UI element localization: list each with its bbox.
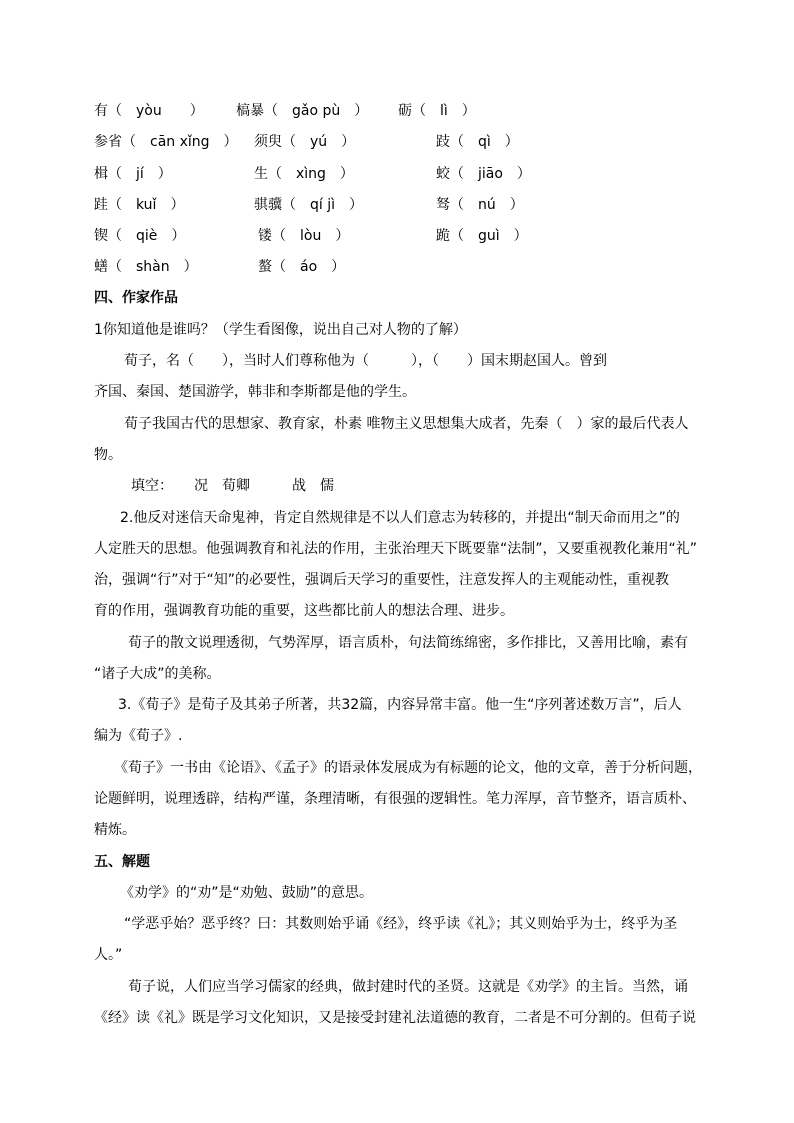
pinyin-item: 参省（ cān xǐng ）	[94, 134, 238, 150]
pinyin-item: 须臾（ yú ）	[254, 134, 356, 150]
pinyin-item: 楫（ jí ）	[94, 166, 172, 182]
paragraph-line: 《劝学》的“劝”是“劝勉、鼓励”的意思。	[120, 885, 374, 901]
paragraph-line: 荀子，名（ ），当时人们尊称他为（ ），（ ）国末期赵国人。曾到	[124, 353, 607, 369]
pinyin-item: 蛟（ jiāo ）	[436, 166, 531, 182]
paragraph-line: 3.《荀子》是荀子及其弟子所著，共32篇，内容异常丰富。他一生“序列著述数万言”，后人	[118, 697, 682, 713]
pinyin-item: 生（ xìng ）	[254, 166, 354, 182]
pinyin-item: 跬（ kuǐ ）	[94, 197, 185, 213]
pinyin-item: 锲（ qiè ）	[94, 228, 186, 244]
paragraph-line: 《经》读《礼》既是学习文化知识，又是接受封建礼法道德的教育，二者是不可分割的。但荀子说	[94, 1010, 696, 1026]
section-heading: 四、作家作品	[94, 290, 178, 306]
fill-answer: 填空： 况 荀卿 战 儒	[131, 478, 334, 494]
paragraph-line: 人。”	[94, 947, 123, 963]
pinyin-item: 槁暴（ gǎo pù ）	[236, 103, 369, 119]
pinyin-item: 砺（ lì ）	[398, 103, 476, 119]
paragraph-line: 育的作用，强调教育功能的重要，这些都比前人的想法合理、进步。	[94, 603, 514, 619]
section-heading: 五、解题	[94, 854, 150, 870]
paragraph-line: 论题鲜明，说理透辟，结构严谨，条理清晰，有很强的逻辑性。笔力浑厚，音节整齐，语言质朴、	[94, 791, 696, 807]
paragraph-line: 荀子的散文说理透彻，气势浑厚，语言质朴，句法简练绵密，多作排比，又善用比喻，素有	[128, 635, 688, 651]
paragraph-line: “学恶乎始？恶乎终？曰：其数则始乎诵《经》，终乎读《礼》；其义则始乎为士，终乎为圣	[124, 916, 678, 932]
paragraph-line: 治，强调“行”对于“知”的必要性，强调后天学习的重要性，注意发挥人的主观能动性，重视教	[94, 572, 670, 588]
pinyin-item: 螯（ áo ）	[258, 259, 346, 275]
pinyin-item: 跪（ guì ）	[436, 228, 528, 244]
paragraph-line: 荀子我国古代的思想家、教育家，朴素 唯物主义思想集大成者，先秦（ ）家的最后代表人	[124, 416, 689, 432]
paragraph-line: “诸子大成”的美称。	[94, 666, 221, 682]
question: 1你知道他是谁吗？（学生看图像，说出自己对人物的了解）	[94, 322, 467, 338]
pinyin-item: 骐骥（ qí jì ）	[254, 197, 364, 213]
pinyin-item: 跂（ qì ）	[436, 134, 519, 150]
pinyin-item: 蟮（ shàn ）	[94, 259, 198, 275]
paragraph-line: 物。	[94, 447, 122, 463]
paragraph-line: 荀子说，人们应当学习儒家的经典，做封建时代的圣贤。这就是《劝学》的主旨。当然，诵	[128, 979, 688, 995]
paragraph-line: 人定胜天的思想。他强调教育和礼法的作用，主张治理天下既要靠“法制”，又要重视教化兼用“礼”	[94, 541, 698, 557]
pinyin-item: 镂（ lòu ）	[258, 228, 350, 244]
pinyin-item: 驽（ nú ）	[436, 197, 524, 213]
paragraph-line: 《荀子》一书由《论语》、《孟子》的语录体发展成为有标题的论文，他的文章，善于分析问题，	[114, 760, 702, 776]
paragraph-line: 精炼。	[94, 822, 136, 838]
pinyin-item: 有（ yòu ）	[94, 103, 204, 119]
paragraph-line: 2.他反对迷信天命鬼神，肯定自然规律是不以人们意志为转移的，并提出“制天命而用之”的	[120, 510, 680, 526]
paragraph-line: 编为《荀子》.	[94, 728, 183, 744]
paragraph-line: 齐国、秦国、楚国游学，韩非和李斯都是他的学生。	[94, 384, 416, 400]
